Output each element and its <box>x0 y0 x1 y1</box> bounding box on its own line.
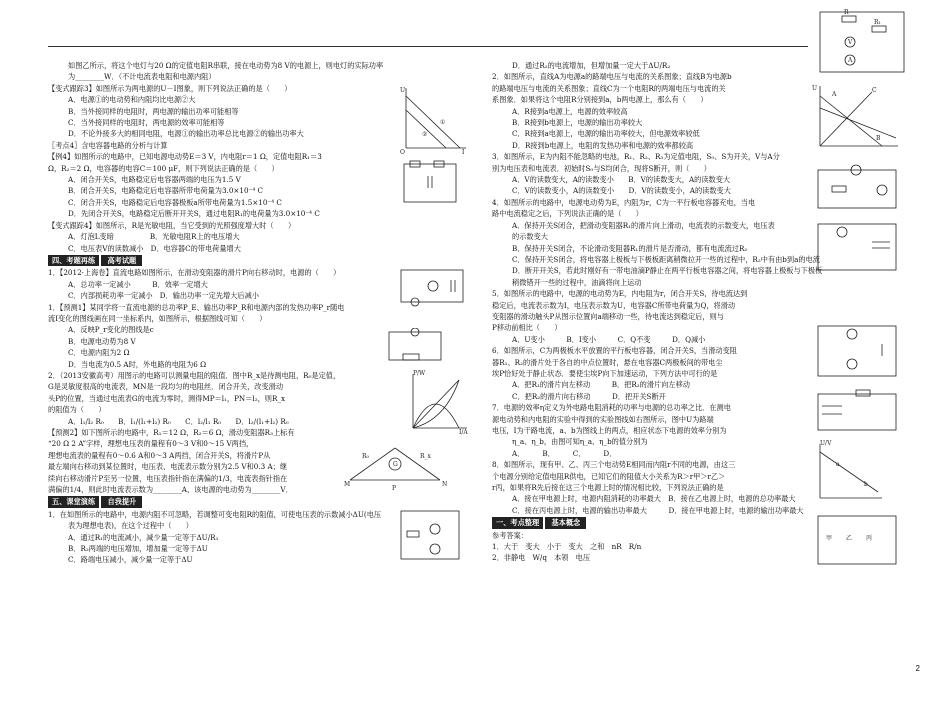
circuit-figure-q4 <box>812 218 902 276</box>
three-sources-figure <box>812 510 902 570</box>
option-line: D．R接到b电源上，电阻的发热功率和电源的效率都较高 <box>512 140 694 150</box>
section-label: 一、考点整理 <box>492 517 543 528</box>
fig-label: b <box>864 481 868 488</box>
fig-label: U <box>812 85 818 92</box>
option-line: C．当外接同样的电阻时，两电源的效率可能相等 <box>68 118 225 128</box>
text-line: 2．（2013安徽高考）用图示的电路可以测量电阻的阻值．图中R_x是待测电阻，R₀是定值， <box>48 370 341 380</box>
text-line: 3．如图所示，E为内阻不能忽略的电池，R₁、R₂、R₃为定值电阻，S₀、S为开关，V与A分 <box>492 152 780 162</box>
text-line: 路中电流稳定之后，下列说法正确的是（ ） <box>492 209 643 219</box>
option-line: C．内部损耗功率一定减小 D．输出功率一定先增大后减小 <box>68 291 259 301</box>
power-graph <box>405 370 471 436</box>
option-line: C．路端电压减小，减少量一定等于ΔU <box>68 555 193 565</box>
text-line: G是灵敏度很高的电流表，MN是一段均匀的电阻丝．闭合开关，改变滑动 <box>48 382 284 392</box>
text-line: 源电动势和内电阻的实验中得到的实验图线如右图所示，图中U为路端 <box>492 414 714 424</box>
option-line: A．V的读数变大，A的读数变小 B．V的读数变大，A的读数变大 <box>512 175 731 185</box>
option-line: B．R₂两端的电压增加，增加量一定等于ΔU <box>68 544 208 554</box>
text-line: 为________W．（不计电流表电阻和电源内阻） <box>68 72 216 82</box>
circuit-figure-exam1 <box>385 328 445 366</box>
option-line: D．通过R₂的电流增加，但增加量一定大于ΔU/R₂ <box>512 61 671 70</box>
option-line: B．闭合开关S，电路稳定后电容器所带电荷量为3.0×10⁻⁴ C <box>68 186 264 196</box>
section-sublabel: 高考试题 <box>101 255 142 266</box>
circuit-figure-q3 <box>812 164 902 214</box>
topic-heading: 〖考点4〗含电容器电路的分析与计算 <box>48 140 168 150</box>
text-line: 埃P恰好处于静止状态．要使尘埃P向下加速运动，下列方法中可行的是 <box>492 368 718 378</box>
text-line: 1．【2012·上海卷】直流电路如图所示，在滑动变阻器的滑片P向右移动时，电源的（ ） <box>48 268 341 278</box>
option-line: A．通过R₁的电流减小，减少量一定等于ΔU/R₁ <box>68 532 219 542</box>
text-line: 【变式跟踪4】如图所示，R是光敏电阻，当它受到的光照强度增大时（ ） <box>48 220 296 230</box>
fig-label: I <box>462 149 465 154</box>
option-line: D．不论外接多大的相同电阻，电源①的输出功率总比电源②的输出功率大 <box>68 129 304 139</box>
option-line: 稍微错开一些的过程中，油滴将向上运动 <box>512 277 642 287</box>
fig-label: U <box>400 87 406 94</box>
fig-label: R <box>844 9 849 16</box>
option-line: A．总功率一定减小 B．效率一定增大 <box>68 279 208 289</box>
fig-label: C <box>872 87 877 94</box>
fig-label: V <box>848 39 853 46</box>
circuit-figure-top <box>812 6 912 78</box>
ui-graph-variant3 <box>400 84 470 154</box>
option-line: A．灯泡L变暗 B．光敏电阻R上的电压增大 <box>68 232 240 242</box>
text-line: 变阻器的滑动触头P从图示位置向a端移动一些，待电流达到稳定后，则与 <box>492 311 724 321</box>
option-line: B．电源电动势为8 V <box>68 336 136 346</box>
text-line: P移动前相比（ ） <box>492 323 562 333</box>
option-line: D．断开开关S，若此时刚好有一带电油滴P静止在两平行板电容器之间，将电容器上极板与下极板 <box>512 266 823 276</box>
answer-line: 2．非静电 W/q 本领 电压 <box>492 553 591 563</box>
text-line: 稳定后，电流表示数为I，电压表示数为U，电容器C所带电荷量为Q，将滑动 <box>492 300 736 310</box>
fig-label: ② <box>422 131 428 138</box>
text-line: 如图乙所示，将这个电灯与20 Ω的定值电阻R串联，接在电动势为8 V的电源上，则电灯的实际功率 <box>68 61 384 70</box>
option-line: C．V的读数变小，A的读数变小 D．V的读数变小，A的读数变大 <box>512 186 731 196</box>
text-line: 续向右移动滑片P至另一位置，电压表指针指在满偏的1/3，电流表指针指在 <box>48 473 288 483</box>
fig-label: A <box>832 91 837 98</box>
option-line: A．U变小 B．I变小 C．Q不变 D．Q减小 <box>512 334 706 344</box>
circuit-figure-q6 <box>812 388 902 436</box>
option-line: A．接在甲电源上时，电源内阻消耗的功率最大 B．接在乙电源上时，电源的总功率最大 <box>512 494 796 504</box>
text-line: 电压，I为干路电流，a、b为图线上的两点，相应状态下电源的效率分别为 <box>492 426 727 435</box>
text-line: “20 Ω 2 A”字样，理想电压表的量程有0～3 V和0～15 V两挡， <box>48 439 254 449</box>
fig-label: P <box>392 485 397 492</box>
text-line: 1．在如图所示的电路中，电源内阻不可忽略，若调整可变电阻R的阻值，可使电压表的示数减小ΔU(电压 <box>48 509 382 519</box>
text-line: 2．如图所示，直线A为电源a的路端电压与电流的关系图象；直线B为电源b <box>492 72 732 82</box>
section-sublabel: 基本概念 <box>545 517 586 528</box>
fig-label: a <box>836 461 840 468</box>
page-number: 2 <box>915 664 920 673</box>
option-line: D．先闭合开关S，电路稳定后断开开关S，通过电阻R₁的电荷量为3.0×10⁻⁴ C <box>68 209 320 219</box>
option-line: B．当外接同样的电阻时，两电源的输出功率可能相等 <box>68 106 239 116</box>
option-line: C．把R₂的滑片向右移动 D．把开关S断开 <box>512 391 666 401</box>
option-line: A．把R₁的滑片向左移动 B．把R₂的滑片向左移动 <box>512 380 690 390</box>
option-line: A．反映P_r变化的图线是c <box>68 325 154 335</box>
fig-label: B <box>876 135 881 142</box>
text-line: η_a、η_b，由图可知η_a、η_b的值分别为 <box>512 437 648 447</box>
option-line: C．闭合开关S，电路稳定后电容器极板a所带电荷量为1.5×10⁻⁴ C <box>68 197 282 207</box>
fig-label: R₁ <box>874 19 881 26</box>
fig-label: 乙 <box>846 535 853 542</box>
text-line: 别为电压表和电流表．初始时S₀与S均闭合，现将S断开，则（ ） <box>492 163 711 173</box>
fig-label: R_x <box>420 453 431 460</box>
text-line: r丙，如果将R先后接在这三个电源上时的情况相比较，下列说法正确的是 <box>492 483 724 493</box>
fig-label: R₀ <box>362 453 369 460</box>
bridge-circuit <box>340 440 450 500</box>
circuit-figure-q5 <box>812 320 902 382</box>
option-line: C．电压表V的读数减小 D．电容器C的带电荷量增大 <box>68 243 241 253</box>
option-line: B．保持开关S闭合，不论滑动变阻器R₁的滑片是否滑动，都有电流流过R₂ <box>512 243 748 253</box>
text-line: 表为理想电表)，在这个过程中（ ） <box>68 521 193 531</box>
text-line: 头P的位置，当通过电流表G的电流为零时，测得MP＝l₁，PN＝l₂，则R_x <box>48 393 286 403</box>
text-line: 理想电流表的量程有0～0.6 A和0～3 A两挡，闭合开关S，将滑片P从 <box>48 450 271 460</box>
section-label: 四、考题再练 <box>48 255 99 266</box>
option-line: A．l₁/l₂ R₀ B．l₁/(l₁+l₂) R₀ C．l₂/l₁ R₀ D．l₂/(l₁+l₂) R₀ <box>68 416 289 426</box>
option-line: A．保持开关S闭合，把滑动变阻器R₁的滑片向上滑动，电流表的示数变大，电压表 <box>512 220 775 230</box>
circuit-figure-predict2 <box>395 505 465 565</box>
text-line: Ω，R₂＝2 Ω，电容器的电容C＝100 μF，则下列说法正确的是（ ） <box>48 163 279 173</box>
text-line: 系图象．如果将这个电阻R分别接到a，b两电源上，那么有（ ） <box>492 95 708 105</box>
text-line: 流I变化的图线画在同一坐标系内，如图所示，根据图线可知（ ） <box>48 313 267 323</box>
option-line: A．闭合开关S，电路稳定后电容器两端的电压为1.5 V <box>68 175 241 185</box>
fig-label: N <box>442 481 448 488</box>
option-line: C．R接到a电源上，电源的输出功率较大，但电源效率较低 <box>512 129 700 139</box>
fig-label: U/V <box>820 440 832 447</box>
option-line: 的示数变大 <box>512 232 548 242</box>
fig-label: I/A <box>459 429 468 436</box>
text-line: 的路端电压与电流的关系图象；直线C为一个电阻R的两端电压与电流的关 <box>492 83 726 93</box>
text-line: 【变式跟踪3】如图所示为两电源的U－I图象，则下列说法正确的是（ ） <box>48 83 292 93</box>
text-line: 满偏的1/4，则此时电流表示数为________A，该电源的电动势为________V． <box>48 485 293 495</box>
option-line: B．R接到b电源上，电源的输出功率较大 <box>512 118 643 128</box>
fig-label: M <box>344 481 351 488</box>
ab-graph <box>812 82 902 154</box>
text-line: 1．【预测1】某同学将一直流电源的总功率P_E、输出功率P_R和电源内部的发热功率P_r随电 <box>48 302 345 312</box>
option-line: A．R接到a电源上，电源的效率较高 <box>512 106 628 116</box>
text-line: 个电源分别给定值电阻R供电，已知它们的阻值大小关系为R＞r甲＞r乙＞ <box>492 471 726 481</box>
fig-label: 丙 <box>866 535 873 542</box>
text-line: 【例4】如图所示的电路中，已知电源电动势E＝3 V，内电阻r＝1 Ω，定值电阻R₁＝3 <box>48 152 322 162</box>
option-line: C．保持开关S闭合，将电容器上极板与下极板距离稍微拉开一些的过程中，R₂中有由b到a的电流 <box>512 254 820 264</box>
text-line: 8．如图所示，现有甲、乙、丙三个电动势E相同而内阻r不同的电源，由这三 <box>492 460 736 470</box>
fig-label: P/W <box>413 370 426 377</box>
circuit-figure-variant4 <box>395 262 469 308</box>
option-line: A．电源①的电动势和内阻均比电源②大 <box>68 95 196 105</box>
fig-label: A <box>848 57 853 64</box>
fig-label: G <box>393 461 398 468</box>
text-line: 器R₁、R₂的滑片处于各自的中点位置时，悬在电容器C两极板间的带电尘 <box>492 357 723 367</box>
fig-label: ① <box>440 119 446 126</box>
circuit-figure-example4 <box>400 160 460 208</box>
text-line: 【预测2】如下图所示的电路中，R₁＝12 Ω，R₂＝6 Ω，滑动变阻器R₃上标有 <box>48 428 295 437</box>
answer-line: 1．大于 变大 小于 变大 之和 nR R/n <box>492 542 642 552</box>
fig-label: O <box>400 149 405 154</box>
answers-heading: 参考答案： <box>492 530 528 540</box>
option-line: C．接在丙电源上时，电源的输出功率最大 D．接在甲电源上时，电源的输出功率最大 <box>512 505 804 515</box>
text-line: 7．电源的效率η定义为外电路电阻消耗的功率与电源的总功率之比．在测电 <box>492 403 731 413</box>
section-label: 五、课堂演练 <box>48 496 99 507</box>
option-line: C．电源内阻为2 Ω <box>68 348 130 358</box>
fig-label: 甲 <box>826 535 833 542</box>
text-line: 5．如图所示的电路中，电源的电动势为E，内电阻为r，闭合开关S，待电流达到 <box>492 289 748 299</box>
text-line: 最左端向右移动到某位置时，电压表、电流表示数分别为2.5 V和0.3 A；继 <box>48 462 288 472</box>
text-line: 的阻值为（ ） <box>48 405 106 415</box>
ui-exp-graph <box>812 440 884 504</box>
text-line: 6．如图所示，C为两极板水平放置的平行板电容器，闭合开关S，当滑动变阻 <box>492 346 737 356</box>
header-rule <box>48 46 808 47</box>
option-line: D．当电流为0.5 A时，外电路的电阻为6 Ω <box>68 359 207 369</box>
section-sublabel: 自我提升 <box>101 496 142 507</box>
option-line: A． B． C． D． <box>512 448 617 458</box>
text-line: 4．如图所示的电路中，电源电动势为E，内阻为r，C为一平行板电容器充电，当电 <box>492 197 756 207</box>
